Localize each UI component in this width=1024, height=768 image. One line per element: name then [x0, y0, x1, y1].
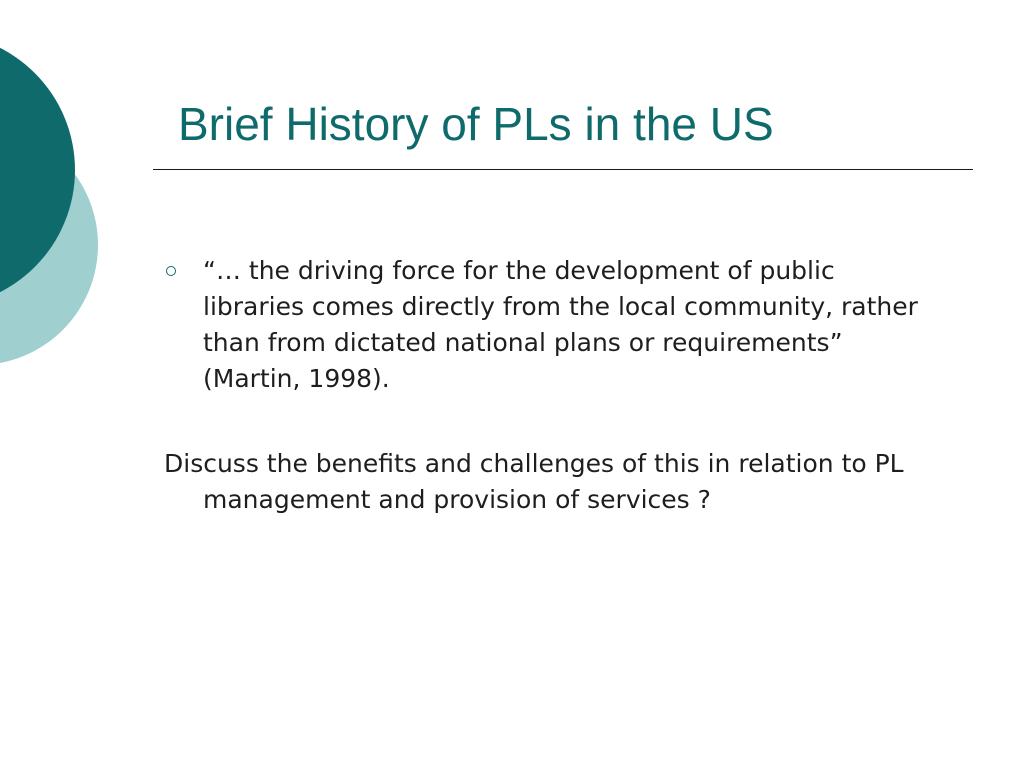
slide-title: Brief History of PLs in the US [178, 98, 774, 150]
slide-body [164, 253, 924, 518]
title-divider [153, 169, 973, 170]
decorative-circles [0, 0, 110, 400]
bullet-text: “… the driving force for the development of public libraries comes directly from the local community, rather than from dictated national plans or requirements” (Martin, 1998). [203, 256, 918, 393]
bullet-item [164, 253, 924, 397]
discussion-question: Discuss the benefits and challenges of this in relation to PL management and provision of services ? [164, 449, 904, 514]
hollow-circle-bullet-icon [166, 266, 176, 276]
